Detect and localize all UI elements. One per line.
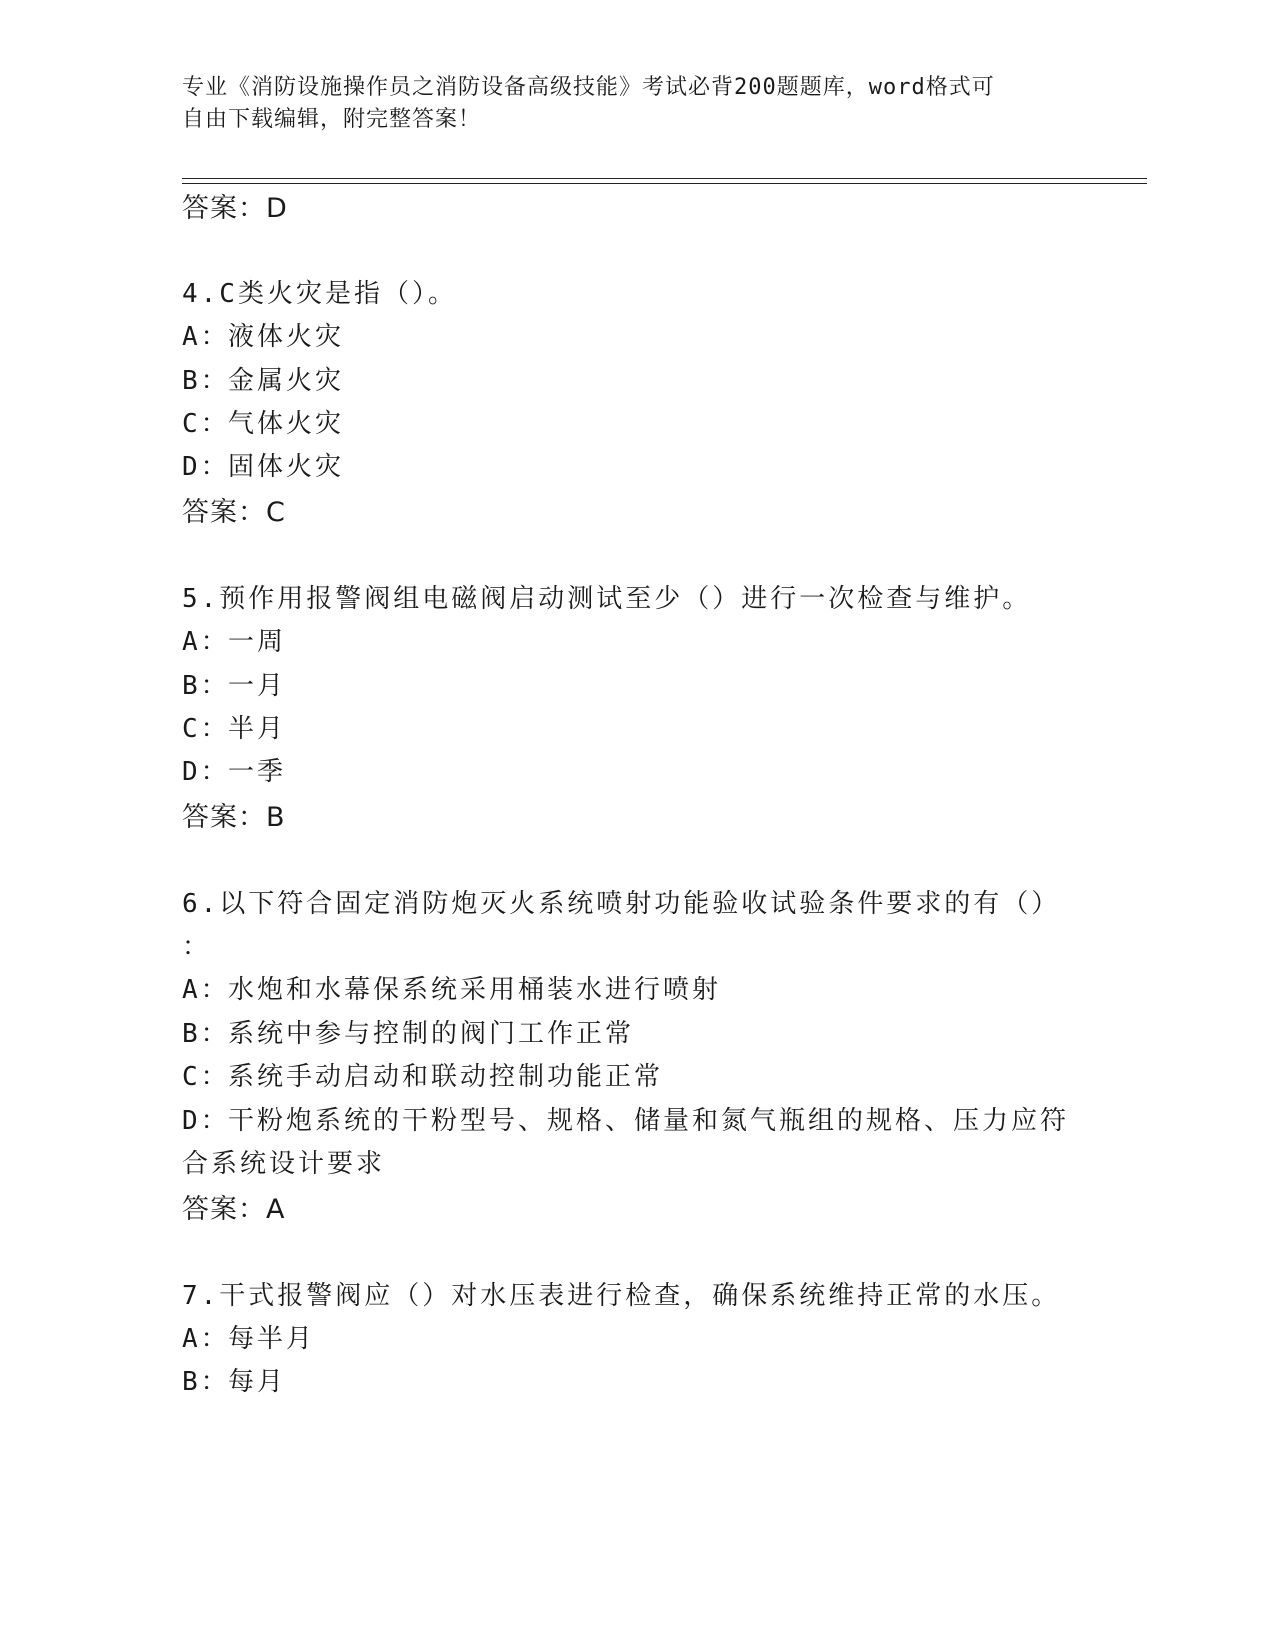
document-header [182, 72, 1062, 136]
header-rule-top [182, 178, 1147, 179]
header-line-2: 自由下载编辑，附完整答案！ [182, 107, 482, 132]
option-text: 半月 [228, 714, 287, 744]
option-text: 系统手动启动和联动控制功能正常 [228, 1062, 664, 1092]
q6-option-a [182, 969, 721, 1006]
q6-option-d [182, 1100, 1069, 1137]
q4-option-c [182, 403, 344, 440]
option-letter: A： [182, 322, 230, 352]
option-letter: B： [182, 1367, 230, 1397]
option-letter: B： [182, 671, 230, 701]
option-letter: B： [182, 1019, 230, 1049]
option-text: 干粉炮系统的干粉型号、规格、储量和氮气瓶组的规格、压力应符 [228, 1106, 1070, 1136]
question-7: 7.干式报警阀应（）对水压表进行检查，确保系统维持正常的水压。 [182, 1281, 1061, 1311]
option-letter: D： [182, 1106, 230, 1136]
question-5: 5.预作用报警阀组电磁阀启动测试至少（）进行一次检查与维护。 [182, 584, 1032, 614]
option-text: 一月 [228, 671, 287, 701]
option-letter: B： [182, 366, 230, 396]
q6-option-b [182, 1013, 634, 1050]
option-text: 系统中参与控制的阀门工作正常 [228, 1019, 635, 1049]
q4-option-d [182, 446, 344, 483]
option-text: 金属火灾 [228, 366, 345, 396]
option-text: 气体火灾 [228, 409, 345, 439]
q5-option-b [182, 665, 286, 702]
q6-option-c [182, 1056, 663, 1093]
option-letter: C： [182, 409, 230, 439]
q5-option-d [182, 751, 286, 788]
option-text: 每月 [228, 1367, 287, 1397]
option-text: 一周 [228, 627, 287, 657]
option-letter: C： [182, 714, 230, 744]
option-letter: C： [182, 1062, 230, 1092]
question-6-cont: ： [182, 932, 212, 962]
option-text: 一季 [228, 757, 287, 787]
option-text: 固体火灾 [228, 452, 345, 482]
question-4: 4.C类火灾是指（）。 [182, 279, 457, 309]
option-letter: A： [182, 627, 230, 657]
answer-prev: 答案：D [182, 193, 288, 224]
option-letter: A： [182, 975, 230, 1005]
option-letter: D： [182, 757, 230, 787]
q5-option-a [182, 621, 286, 658]
q7-option-a [182, 1318, 315, 1355]
q7-option-b [182, 1361, 286, 1398]
q5-option-c [182, 708, 286, 745]
option-letter: A： [182, 1324, 230, 1354]
q4-option-a [182, 316, 344, 353]
question-6: 6.以下符合固定消防炮灭火系统喷射功能验收试验条件要求的有（） [182, 889, 1061, 919]
q5-answer: 答案：B [182, 802, 286, 833]
q6-option-d-cont: 合系统设计要求 [182, 1149, 386, 1179]
header-rule-bottom [182, 183, 1147, 184]
q4-option-b [182, 360, 344, 397]
q4-answer: 答案：C [182, 497, 286, 528]
option-text: 每半月 [228, 1324, 316, 1354]
option-text: 水炮和水幕保系统采用桶装水进行喷射 [228, 975, 722, 1005]
q6-answer: 答案：A [182, 1194, 286, 1225]
option-text: 液体火灾 [228, 322, 345, 352]
option-letter: D： [182, 452, 230, 482]
header-line-1: 专业《消防设施操作员之消防设备高级技能》考试必背200题题库，word格式可 [182, 75, 995, 100]
